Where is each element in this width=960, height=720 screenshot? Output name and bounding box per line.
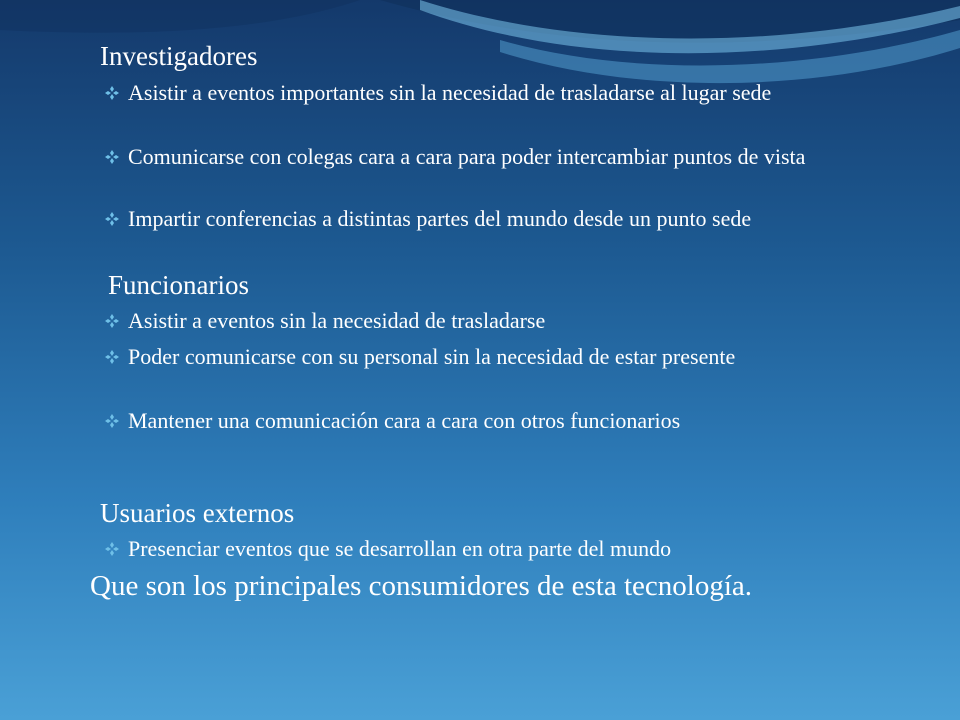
list-item — [104, 145, 904, 169]
diamond-bullet-icon — [104, 149, 120, 165]
list-item — [104, 207, 904, 231]
bullet-text: Asistir a eventos importantes sin la necesidad de trasladarse al lugar sede — [128, 80, 772, 105]
section-heading-funcionarios: Funcionarios — [108, 270, 249, 300]
bullet-text: Asistir a eventos sin la necesidad de trasladarse — [128, 308, 546, 333]
list-item — [104, 81, 904, 105]
closing-statement: Que son los principales consumidores de esta tecnología. — [90, 570, 753, 602]
section-heading-usuarios-externos: Usuarios externos — [100, 498, 295, 528]
diamond-bullet-icon — [104, 85, 120, 101]
list-item — [104, 409, 904, 433]
bullet-text: Mantener una comunicación cara a cara con otros funcionarios — [128, 408, 681, 433]
section-heading-investigadores: Investigadores — [100, 41, 258, 71]
list-item — [104, 537, 904, 561]
list-item — [104, 309, 904, 333]
diamond-bullet-icon — [104, 211, 120, 227]
list-item — [104, 345, 904, 369]
bullet-text: Presenciar eventos que se desarrollan en otra parte del mundo — [128, 536, 672, 561]
diamond-bullet-icon — [104, 313, 120, 329]
bullet-text: Poder comunicarse con su personal sin la necesidad de estar presente — [128, 344, 736, 369]
diamond-bullet-icon — [104, 541, 120, 557]
diamond-bullet-icon — [104, 349, 120, 365]
bullet-text: Impartir conferencias a distintas partes del mundo desde un punto sede — [128, 206, 752, 231]
bullet-text: Comunicarse con colegas cara a cara para poder intercambiar puntos de vista — [128, 144, 806, 169]
diamond-bullet-icon — [104, 413, 120, 429]
